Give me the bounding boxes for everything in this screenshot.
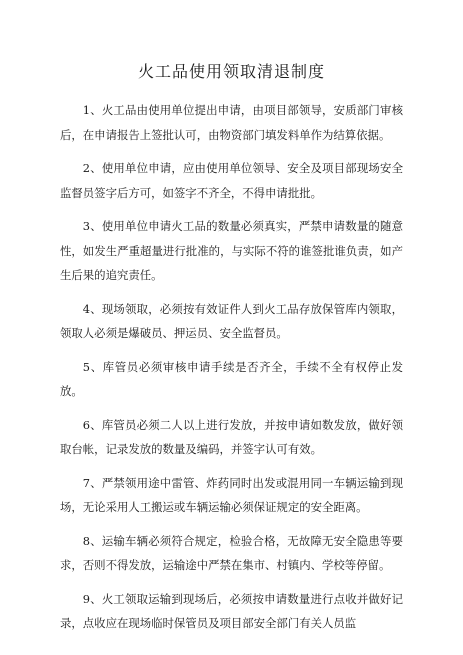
paragraph-4: 4、现场领取，必须按有效证件人到火工品存放保管库内领取，领取人必须是爆破员、押运员、安全监督员。 — [60, 301, 403, 340]
paragraph-5: 5、库管员必须审核申请手续是否齐全，手续不全有权停止发放。 — [60, 359, 403, 398]
paragraph-6: 6、库管员必须二人以上进行发放，并按申请如数发放，做好领取台帐，记录发放的数量及编码，并签字认可有效。 — [60, 417, 403, 456]
document-title: 火工品使用领取清退制度 — [137, 62, 325, 81]
paragraph-8: 8、运输车辆必须符合规定，检验合格，无故障无安全隐患等要求，否则不得发放，运输途中严禁在集市、村镇内、学校等停留。 — [60, 533, 403, 572]
paragraph-7: 7、严禁领用途中雷管、炸药同时出发或混用同一车辆运输到现场，无论采用人工搬运或车辆运输必须保证规定的安全距离。 — [60, 475, 403, 514]
paragraph-3: 3、使用单位申请火工品的数量必须真实，严禁申请数量的随意性，如发生严重超量进行批准的，与实际不符的谁签批谁负责，如产生后果的追究责任。 — [60, 219, 403, 282]
paragraph-9: 9、火工领取运输到现场后，必须按申请数量进行点收并做好记录，点收应在现场临时保管员及项目部安全部门有关人员监 — [60, 591, 403, 630]
paragraph-1: 1、火工品由使用单位提出申请，由项目部领导，安质部门审核后，在申请报告上签批认可，由物资部门填发料单作为结算依据。 — [60, 103, 403, 142]
paragraph-2: 2、使用单位申请，应由使用单位领导、安全及项目部现场安全监督员签字后方可，如签字不齐全，不得申请批批。 — [60, 161, 403, 200]
